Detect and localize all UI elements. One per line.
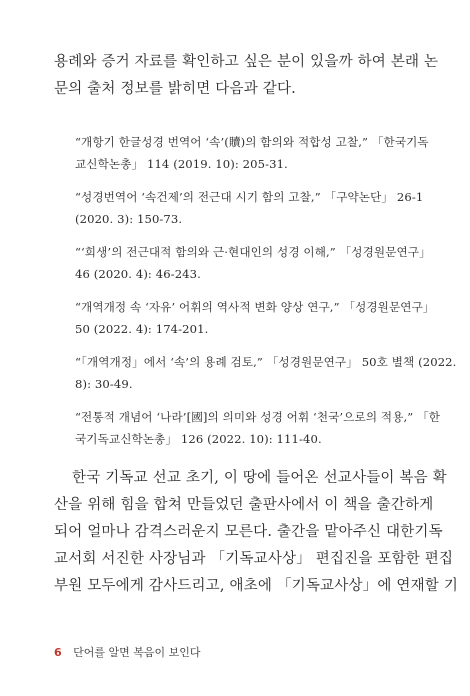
closing-line: 한국 기독교 선교 초기, 이 땅에 들어온 선교사들이 복음 확 [72,470,447,486]
reference-item [75,351,457,395]
reference-item [75,296,435,340]
closing-line: 부원 모두에게 감사드리고, 애초에 「기독교사상」에 연재할 기 [54,578,459,594]
reference-line: 50 (2022. 4): 174-201. [75,322,209,336]
intro-paragraph [54,49,439,103]
reference-line: 46 (2020. 4): 46-243. [75,267,201,281]
reference-line: 국기독교신학논총」 126 (2022. 10): 111-40. [75,432,322,446]
reference-line: “‘희생’의 전근대적 함의와 근·현대인의 성경 이해,” 「성경원문연구」 [75,245,431,259]
reference-item [75,131,429,175]
reference-line: “개역개정 속 ‘자유’ 어휘의 역사적 변화 양상 연구,” 「성경원문연구」 [75,300,435,314]
reference-line: “성경번역어 ‘속건제’의 전근대 시기 함의 고찰,” 「구약논단」 26-1 [75,190,424,204]
reference-line: “개항기 한글성경 번역어 ‘속’(贖)의 함의와 적합성 고찰,” 「한국기독 [75,135,429,149]
intro-line: 문의 출처 정보를 밝히면 다음과 같다. [54,81,296,97]
reference-list [75,131,457,461]
reference-line: “「개역개정」에서 ‘속’의 용례 검토,” 「성경원문연구」 50호 별책 (2022. [75,355,457,369]
reference-line: (2020. 3): 150-73. [75,212,183,226]
reference-line: 8): 30-49. [75,377,133,391]
reference-item [75,186,424,230]
reference-item [75,241,431,285]
intro-line: 용례와 증거 자료를 확인하고 싶은 분이 있을까 하여 본래 논 [54,54,439,70]
page-number: 6 [54,646,62,659]
closing-line: 교서회 서진한 사장님과 「기독교사상」 편집진을 포함한 편집 [54,551,454,567]
reference-item [75,406,441,450]
closing-line: 되어 얼마나 감격스러운지 모른다. 출간을 맡아주신 대한기독 [54,524,443,540]
running-title: 단어를 알면 복음이 보인다 [73,646,201,659]
closing-paragraph [54,465,459,600]
closing-line: 산을 위해 힘을 합쳐 만들었던 출판사에서 이 책을 출간하게 [54,497,434,513]
reference-line: “전통적 개념어 ‘나라’[國]의 의미와 성경 어휘 ‘천국’으로의 적용,” 「한 [75,410,441,424]
page-footer [54,644,201,660]
reference-line: 교신학논총」 114 (2019. 10): 205-31. [75,157,288,171]
